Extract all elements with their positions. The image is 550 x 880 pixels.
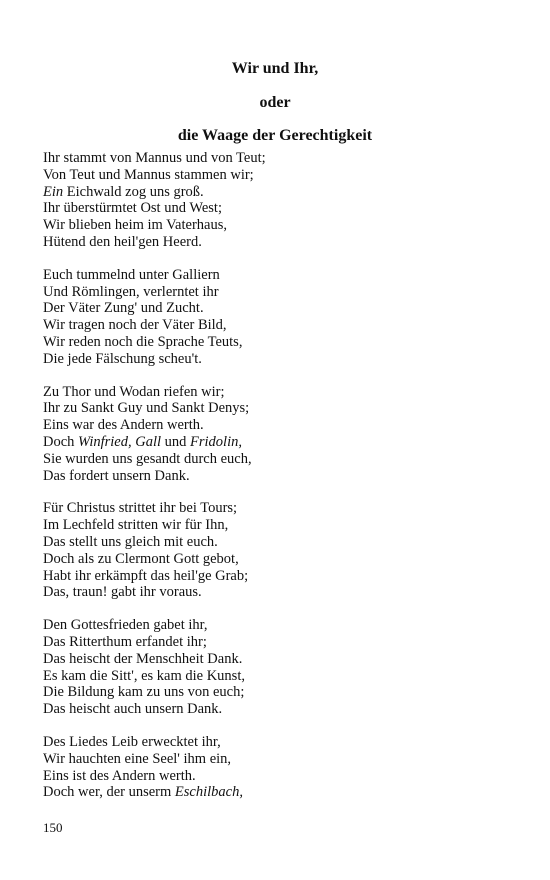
verse-text: Das heischt der Menschheit Dank. (43, 650, 243, 667)
verse-text: Es kam die Sitt', es kam die Kunst, (43, 667, 245, 684)
verse-line (43, 200, 513, 217)
verse-line (43, 684, 513, 701)
verse-line (43, 284, 513, 301)
verse-text: Ihr zu Sankt Guy und Sankt Denys; (43, 400, 250, 417)
verse-line (43, 668, 513, 685)
stanza (43, 384, 513, 485)
verse-line (43, 534, 513, 551)
verse-text: Eichwald zog uns groß. (63, 183, 204, 200)
verse-line (43, 651, 513, 668)
stanza (43, 617, 513, 718)
verse-line (43, 334, 513, 351)
verse-line (43, 184, 513, 201)
verse-text: Euch tummelnd unter Galliern (43, 266, 220, 283)
verse-line (43, 217, 513, 234)
verse-line (43, 584, 513, 601)
verse-text: Sie wurden uns gesandt durch euch, (43, 450, 252, 467)
poem-title-connector: oder (259, 94, 291, 111)
poem-body (43, 150, 513, 817)
verse-text: Wir hauchten eine Seel' ihm ein, (43, 750, 232, 767)
verse-text: Hütend den heil'gen Heerd. (43, 233, 202, 250)
verse-text: Ihr überstürmtet Ost und West; (43, 200, 222, 217)
verse-text: Die Bildung kam zu uns von euch; (43, 684, 245, 701)
verse-text: Wir tragen noch der Väter Bild, (43, 317, 227, 334)
verse-text: Doch als zu Clermont Gott gebot, (43, 550, 239, 567)
verse-emphasis: Ein (43, 183, 64, 200)
verse-text: Und Römlingen, verlerntet ihr (43, 283, 219, 300)
verse-text: Wir reden noch die Sprache Teuts, (43, 333, 243, 350)
verse-text: Doch wer, der unserm (43, 784, 175, 801)
verse-line (43, 768, 513, 785)
verse-text: Das heischt auch unsern Dank. (43, 701, 223, 718)
verse-text: Doch (43, 433, 79, 450)
verse-line (43, 300, 513, 317)
verse-text: Für Christus strittet ihr bei Tours; (43, 500, 238, 517)
verse-text: Den Gottesfrieden gabet ihr, (43, 617, 208, 634)
verse-line (43, 417, 513, 434)
stanza (43, 150, 513, 251)
page-number: 150 (43, 820, 63, 835)
verse-text: Die jede Fälschung scheu't. (43, 350, 202, 367)
verse-text: Habt ihr erkämpft das heil'ge Grab; (43, 567, 249, 584)
poem-title: Wir und Ihr, (231, 60, 319, 77)
verse-text: Zu Thor und Wodan riefen wir; (43, 383, 225, 400)
verse-text: Das fordert unsern Dank. (43, 467, 190, 484)
verse-text: Des Liedes Leib erwecktet ihr, (43, 733, 221, 750)
verse-text: Das Ritterthum erfandet ihr; (43, 633, 207, 650)
verse-text: Im Lechfeld stritten wir für Ihn, (43, 517, 229, 534)
verse-text: Der Väter Zung' und Zucht. (43, 300, 204, 317)
stanza (43, 267, 513, 368)
verse-line (43, 150, 513, 167)
verse-line (43, 434, 513, 451)
verse-emphasis: Winfried, Gall (78, 433, 162, 450)
verse-emphasis: Eschilbach, (174, 784, 243, 801)
verse-text: Eins war des Andern werth. (43, 417, 204, 434)
verse-line (43, 468, 513, 485)
verse-line (43, 617, 513, 634)
verse-line (43, 751, 513, 768)
verse-line (43, 451, 513, 468)
verse-line (43, 267, 513, 284)
verse-line (43, 234, 513, 251)
verse-text: Das, traun! gabt ihr voraus. (43, 584, 202, 601)
verse-text: Das stellt uns gleich mit euch. (43, 533, 218, 550)
verse-emphasis: Fridolin, (190, 433, 242, 450)
verse-line (43, 384, 513, 401)
verse-text: Ihr stammt von Mannus und von Teut; (43, 150, 266, 166)
verse-text: Von Teut und Mannus stammen wir; (43, 166, 254, 183)
verse-line (43, 701, 513, 718)
verse-line (43, 517, 513, 534)
verse-line (43, 568, 513, 585)
verse-line (43, 351, 513, 368)
stanza (43, 500, 513, 601)
stanza (43, 734, 513, 801)
verse-line (43, 500, 513, 517)
verse-text: Wir blieben heim im Vaterhaus, (43, 217, 227, 234)
verse-line (43, 317, 513, 334)
verse-line (43, 634, 513, 651)
verse-line (43, 400, 513, 417)
verse-text: Eins ist des Andern werth. (43, 767, 196, 784)
verse-line (43, 784, 513, 801)
verse-line (43, 734, 513, 751)
poem-subtitle: die Waage der Gerechtigkeit (177, 127, 373, 144)
verse-line (43, 167, 513, 184)
verse-line (43, 551, 513, 568)
verse-text: und (161, 433, 191, 450)
